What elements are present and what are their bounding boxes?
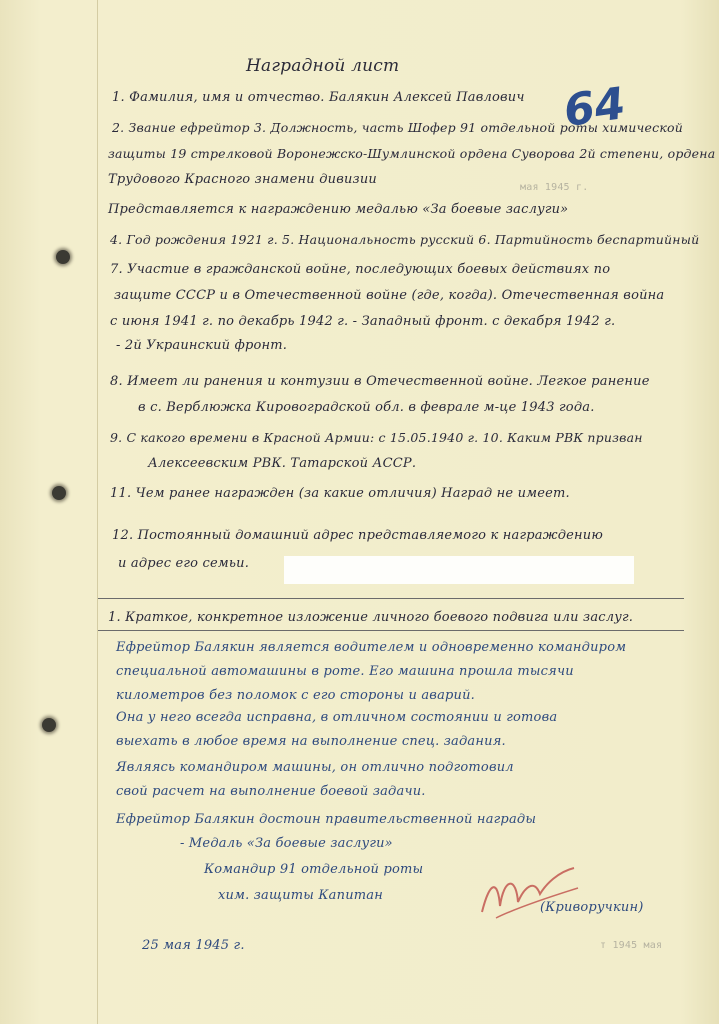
line-war-2: защите СССР и в Отечественной войне (где, когда). Отечественная война (114, 288, 665, 303)
binder-hole (42, 718, 56, 732)
redacted-address (284, 556, 634, 584)
line-name: 1. Фамилия, имя и отчество. Балякин Алексей Павлович (112, 90, 525, 105)
line-war-4: - 2й Украинский фронт. (116, 338, 288, 353)
section-underline (98, 630, 684, 631)
signature-rank: хим. защиты Капитан (218, 888, 384, 903)
body-line-3: километров без поломок с его стороны и аварий. (116, 688, 476, 703)
signature-name: (Криворучкин) (540, 900, 644, 915)
line-awards: 11. Чем ранее награжден (за какие отличия) Наград не имеет. (110, 486, 570, 501)
binder-hole (52, 486, 66, 500)
section-divider (98, 598, 684, 599)
body-line-8: Ефрейтор Балякин достоин правительственной награды (116, 812, 537, 827)
line-wounds-1: 8. Имеет ли ранения и контузии в Отечественной войне. Легкое ранение (110, 374, 650, 389)
body-line-5: выехать в любое время на выполнение спец. задания. (116, 734, 506, 749)
corner-number: 64 (560, 77, 629, 138)
signature-title: Командир 91 отдельной роты (204, 862, 424, 877)
faded-stamp-bottom: т 1945 мая (600, 940, 663, 951)
faded-stamp-top: мая 1945 г. (520, 182, 589, 193)
line-unit: защиты 19 стрелковой Воронежско-Шумлинской ордена Суворова 2й степени, ордена (108, 146, 716, 161)
line-war-3: с июня 1941 г. по декабрь 1942 г. - Западный фронт. с декабря 1942 г. (110, 314, 616, 329)
page-title: Наградной лист (246, 56, 400, 76)
body-line-7: свой расчет на выполнение боевой задачи. (116, 784, 426, 799)
margin-line (97, 0, 98, 1024)
body-line-9: - Медаль «За боевые заслуги» (180, 836, 393, 851)
body-line-2: специальной автомашины в роте. Его машина прошла тысячи (116, 664, 574, 679)
line-division: Трудового Красного знамени дивизии (108, 172, 377, 187)
body-line-1: Ефрейтор Балякин является водителем и одновременно командиром (116, 640, 627, 655)
binder-hole (56, 250, 70, 264)
line-address-1: 12. Постоянный домашний адрес представляемого к награждению (112, 528, 604, 543)
line-rank: 2. Звание ефрейтор 3. Должность, часть Шофер 91 отдельной роты химической (112, 120, 683, 135)
line-presented: Представляется к награждению медалью «За боевые заслуги» (108, 202, 569, 217)
red-signature (476, 858, 586, 928)
body-line-4: Она у него всегда исправна, в отличном состоянии и готова (116, 710, 558, 725)
line-wounds-2: в с. Верблюжка Кировоградской обл. в феврале м-це 1943 года. (138, 400, 595, 415)
line-rvk: Алексеевским РВК. Татарской АССР. (148, 456, 417, 471)
line-address-2: и адрес его семьи. (118, 556, 250, 571)
line-birth: 4. Год рождения 1921 г. 5. Национальность русский 6. Партийность беспартийный (110, 232, 700, 247)
line-war-1: 7. Участие в гражданской войне, последующих боевых действиях по (110, 262, 611, 277)
section-heading: 1. Краткое, конкретное изложение личного боевого подвига или заслуг. (108, 610, 634, 625)
body-line-6: Являясь командиром машины, он отлично подготовил (116, 760, 514, 775)
line-service: 9. С какого времени в Красной Армии: с 15.05.1940 г. 10. Каким РВК призван (110, 430, 643, 445)
document-date: 25 мая 1945 г. (142, 938, 245, 953)
